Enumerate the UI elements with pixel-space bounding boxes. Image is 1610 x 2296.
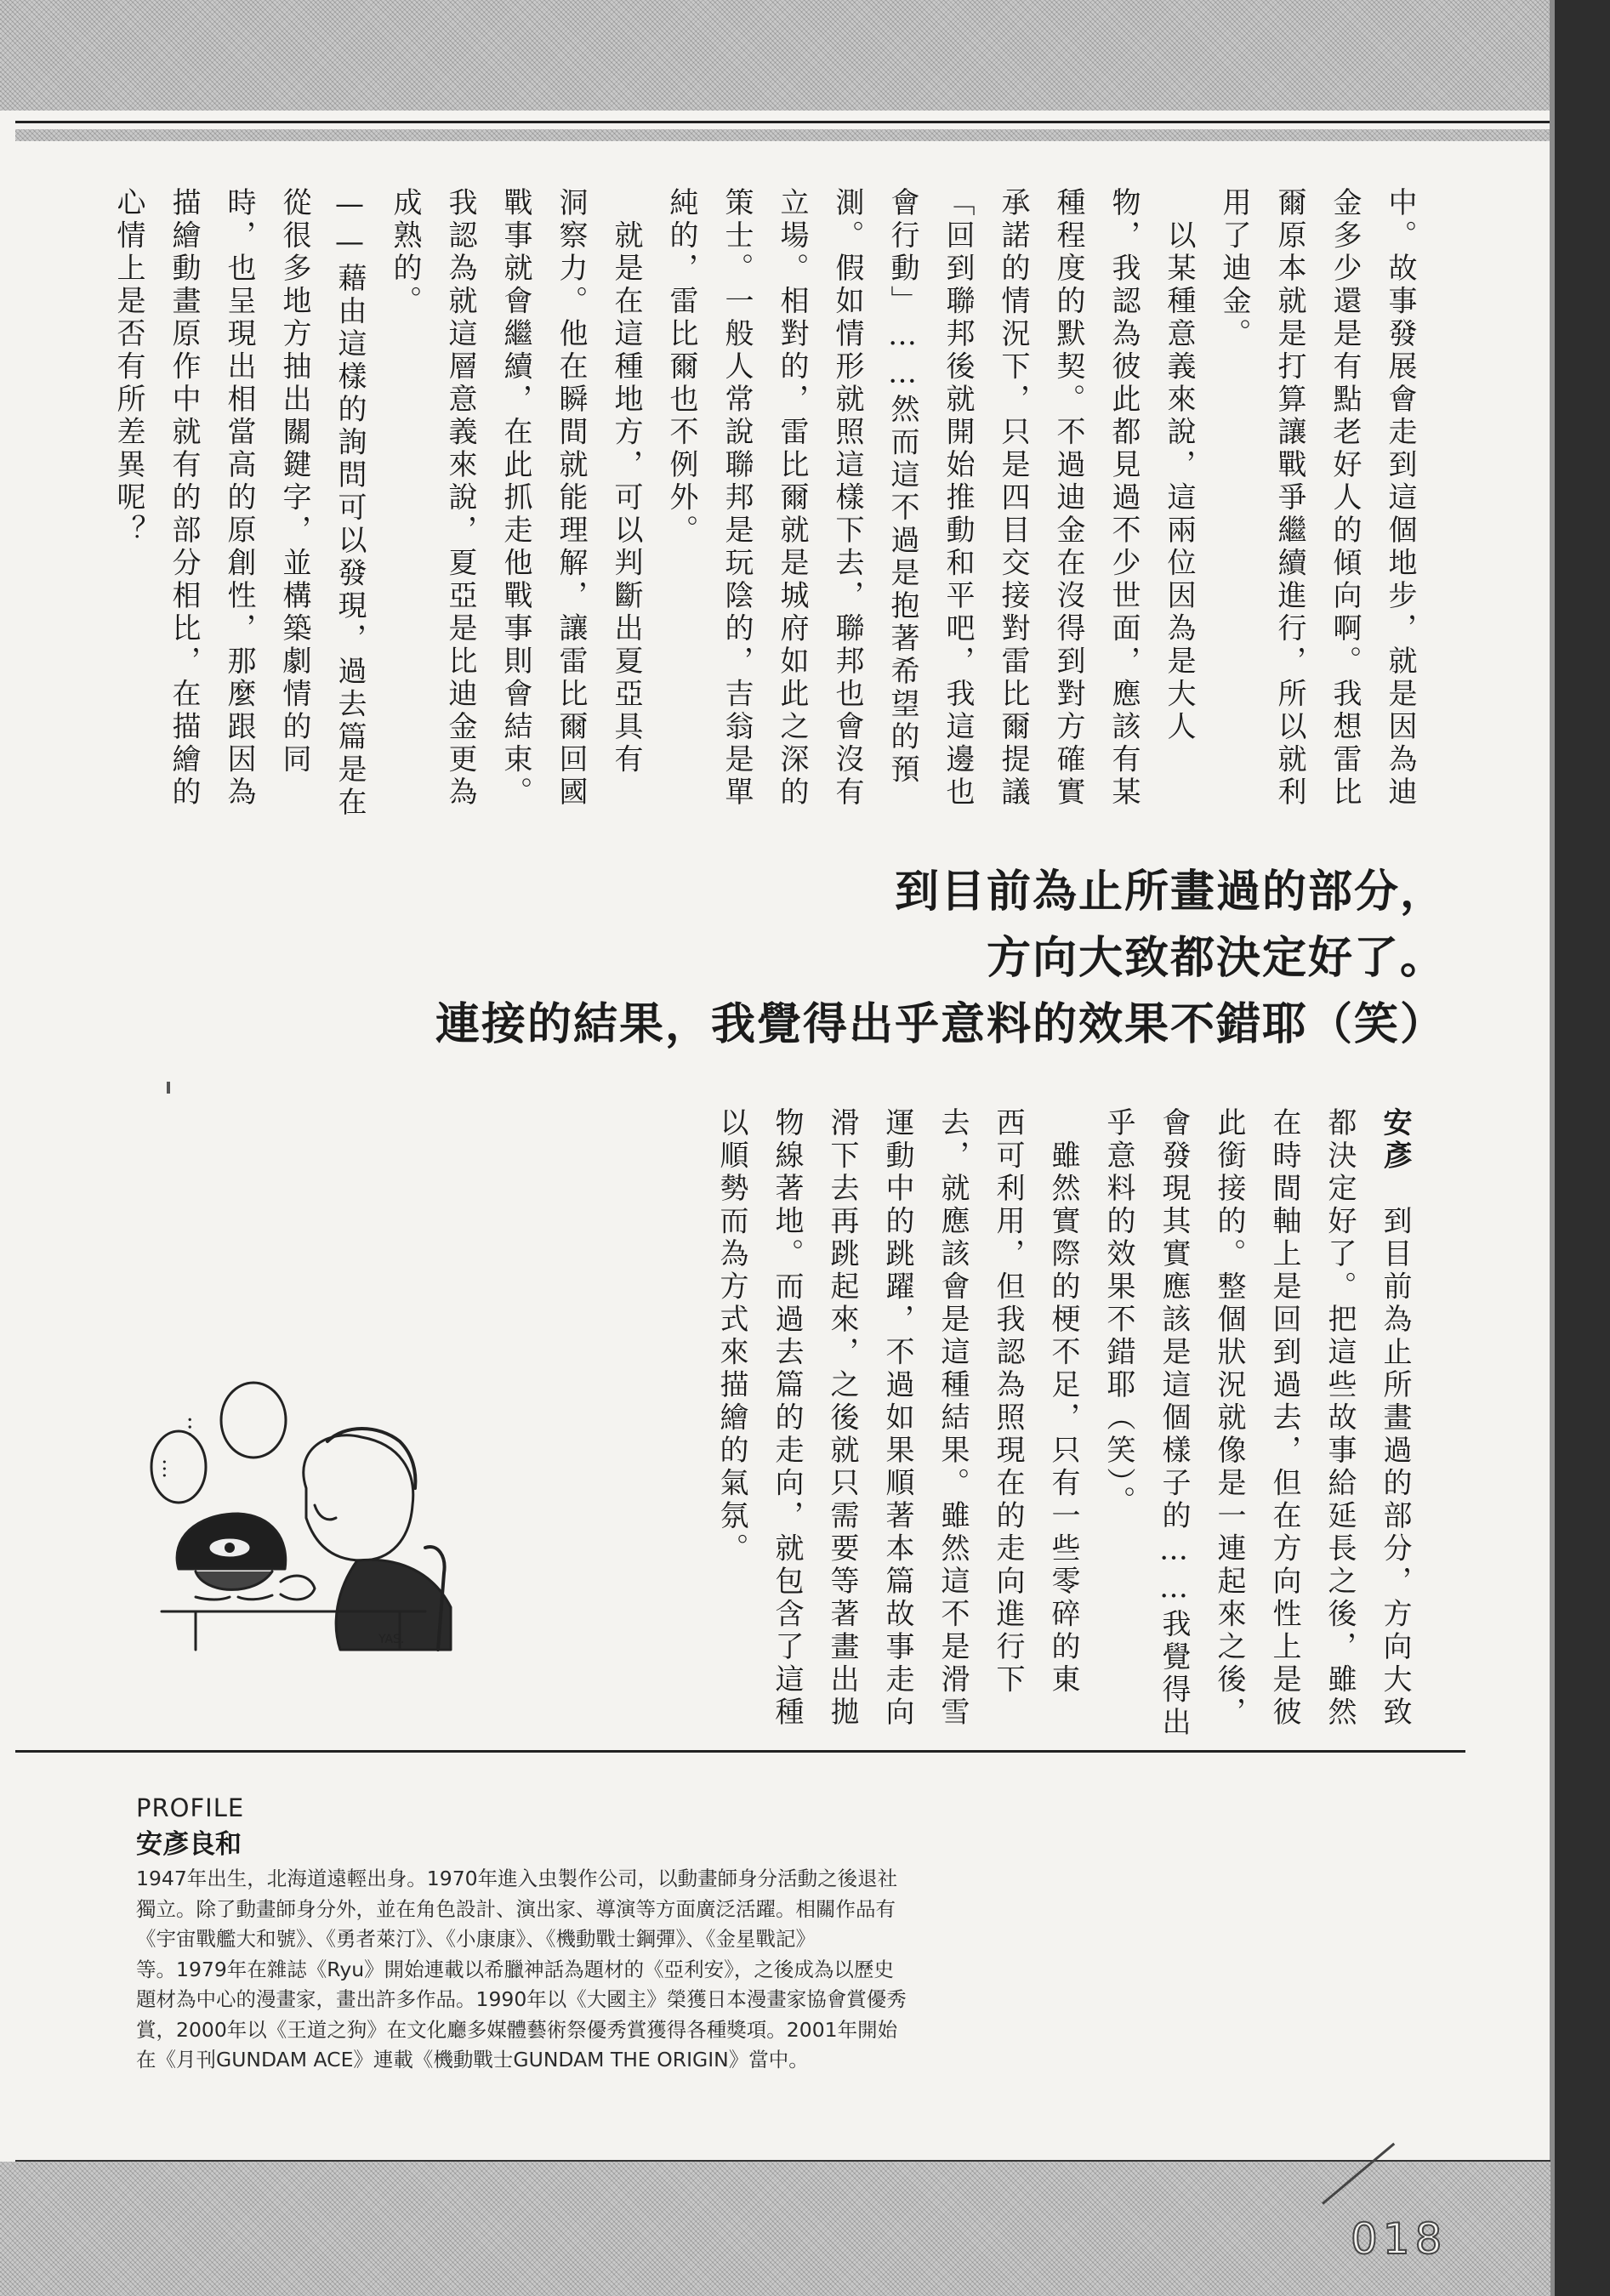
speaker-label: 安彥 — [1378, 1107, 1412, 1173]
profile-line: 等。1979年在雜誌《Ryu》開始連載以希臘神話為題材的《亞利安》，之後成為以歷史 — [136, 1957, 894, 1981]
text-column: 策士。一般人常說聯邦是玩陰的，吉翁是單 — [720, 187, 754, 810]
person-head — [304, 1435, 413, 1560]
thought-marks: … — [158, 1458, 182, 1479]
text-column: ——藉由這樣的詢問可以發現，過去篇是在 — [333, 187, 367, 820]
text-column: 測。假如情形就照這樣下去，聯邦也會沒有 — [830, 187, 864, 810]
text-column: 物，我認為彼此都見過不少世面，應該有某 — [1107, 187, 1141, 810]
heading-line: 到目前為止所畫過的部分， — [894, 866, 1446, 918]
text-column: 戰事就會繼續，在此抓走他戰事則會結束。 — [498, 187, 532, 810]
top-rule — [15, 121, 1550, 123]
profile-line: 題材為中心的漫畫家，畫出許多作品。1990年以《大國主》榮獲日本漫畫家協會賞優秀 — [136, 1987, 907, 2011]
thought-marks: … — [183, 1416, 208, 1438]
text-column: 雖然實際的梗不足，只有一些零碎的東 — [1046, 1107, 1080, 1696]
thought-bubble — [221, 1383, 286, 1458]
page-edge-strip — [1550, 0, 1610, 2296]
text-column: 用了迪金。 — [1217, 187, 1251, 351]
text-column: 承諾的情況下，只是四目交接對雷比爾提議 — [996, 187, 1030, 810]
text-column: 爾原本就是打算讓戰爭繼續進行，所以就利 — [1272, 187, 1306, 810]
text-column: 我認為就這層意義來說，夏亞是比迪金更為 — [443, 187, 477, 810]
text-column: 金多少還是有點老好人的傾向啊。我想雷比 — [1328, 187, 1362, 810]
text-column: 西可利用，但我認為照現在的走向進行下 — [991, 1107, 1025, 1696]
stray-mark — [167, 1082, 170, 1094]
top-screentone-strip — [15, 129, 1550, 141]
text-column: 純的，雷比爾也不例外。 — [664, 187, 698, 548]
text-column: 成熟的。 — [388, 187, 422, 318]
heading-line: 連接的結果，我覺得出乎意料的效果不錯耶（笑） — [435, 998, 1446, 1050]
text-column: 以某種意義來說，這兩位因為是大人 — [1162, 187, 1196, 744]
text-column: 滑下去再跳起來，之後就只需要等著畫出拋 — [825, 1107, 859, 1730]
text-column: 心情上是否有所差異呢？ — [111, 187, 145, 548]
text-column: 以順勢而為方式來描繪的氣氛。 — [714, 1107, 748, 1566]
text-column: 會發現其實應該是這個樣子的……我覺得出 — [1157, 1107, 1191, 1740]
text-column: 從很多地方抽出關鍵字，並構築劇情的同 — [277, 187, 311, 776]
text-column: 運動中的跳躍，不過如果順著本篇故事走向 — [880, 1107, 914, 1730]
profile-line: 在《月刊GUNDAM ACE》連載《機動戰士GUNDAM THE ORIGIN》當中。 — [136, 2048, 809, 2072]
text-column: 在時間軸上是回到過去，但在方向性上是彼 — [1267, 1107, 1301, 1730]
profile-line: 獨立。除了動畫師身分外，並在角色設計、演出家、導演等方面廣泛活躍。相關作品有 — [136, 1896, 896, 1921]
text-column: 洞察力。他在瞬間就能理解，讓雷比爾回國 — [554, 187, 588, 810]
text-column: 乎意料的效果不錯耶（笑）。 — [1101, 1107, 1135, 1519]
text-column: 此銜接的。整個狀況就像是一連起來之後， — [1212, 1107, 1246, 1730]
text-column: 中。故事發展會走到這個地步，就是因為迪 — [1383, 187, 1417, 810]
text-column: 都決定好了。把這些故事給延長之後，雖然 — [1323, 1107, 1357, 1730]
text-column: 會行動」……然而這不過是抱著希望的預 — [885, 187, 919, 787]
artist-signature: YAS. — [378, 1633, 405, 1646]
heading-line: 方向大致都決定好了。 — [986, 932, 1446, 984]
text-column: 就是在這種地方，可以判斷出夏亞具有 — [609, 187, 643, 776]
profile-line: 賞，2000年以《王道之狗》在文化廳多媒體藝術祭優秀賞獲得各種獎項。2001年開始 — [136, 2017, 898, 2042]
text-column: 描繪動畫原作中就有的部分相比，在描繪的 — [167, 187, 201, 810]
text-column: 「回到聯邦後就開始推動和平吧，我這邊也 — [941, 187, 975, 810]
text-column: 物線著地。而過去篇的走向，就包含了這種 — [770, 1107, 804, 1730]
bottom-screentone-band — [0, 2162, 1550, 2296]
text-column: 立場。相對的，雷比爾就是城府如此之深的 — [775, 187, 809, 810]
text-column: 時，也呈現出相當高的原創性，那麼跟因為 — [222, 187, 256, 810]
profile-name: 安彥良和 — [136, 1829, 242, 1860]
profile-heading: PROFILE — [136, 1793, 245, 1822]
profile-line: 《宇宙戰艦大和號》、《勇者萊汀》、《小康康》、《機動戰士鋼彈》、《金星戰記》 — [136, 1927, 816, 1951]
pull-quote-heading — [255, 859, 1446, 1058]
author-sketch-illustration — [145, 1378, 485, 1658]
top-screentone-band — [0, 0, 1550, 111]
text-column: 種程度的默契。不過迪金在沒得到對方確實 — [1051, 187, 1085, 810]
text-column: 安彥 到目前為止所畫過的部分，方向大致 — [1378, 1107, 1412, 1730]
profile-section — [136, 1791, 1097, 2076]
profile-divider — [15, 1750, 1465, 1753]
page-number: 018 — [1351, 2214, 1448, 2264]
profile-line: 1947年出生，北海道遠輕出身。1970年進入虫製作公司，以動畫師身分活動之後退社 — [136, 1867, 898, 1890]
text-column: 去，就應該會是這種結果。雖然這不是滑雪 — [936, 1107, 970, 1730]
